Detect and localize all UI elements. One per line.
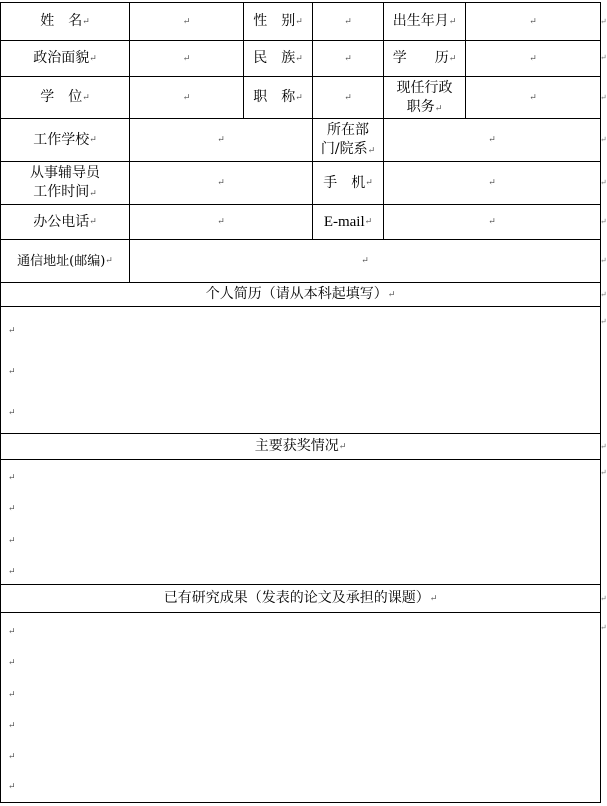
email-label: E-mail ↵: [323, 213, 373, 230]
paragraph-mark: ↵: [8, 752, 16, 762]
department-value[interactable]: ↵: [488, 135, 496, 145]
row-end-mark: ↵: [600, 442, 607, 451]
paragraph-mark: ↵: [8, 721, 16, 731]
paragraph-mark: ↵: [8, 504, 16, 514]
email-value[interactable]: ↵: [488, 217, 496, 227]
gender-label: 性 别 ↵: [253, 13, 303, 29]
ethnicity-value[interactable]: ↵: [344, 53, 352, 64]
row-end-mark: ↵: [600, 178, 607, 187]
office-phone-value[interactable]: ↵: [217, 217, 225, 227]
row-end-mark: ↵: [600, 256, 607, 265]
row-divider: [0, 459, 601, 460]
gender-value[interactable]: ↵: [344, 16, 352, 27]
post-label: 现任行政 职务↵: [396, 79, 453, 115]
birth-value[interactable]: ↵: [529, 16, 537, 27]
degree-label: 学 位 ↵: [40, 89, 90, 105]
paragraph-mark: ↵: [8, 658, 16, 668]
education-value[interactable]: ↵: [529, 53, 537, 64]
paragraph-mark: ↵: [8, 367, 16, 377]
awards-section-title: 主要获奖情况 ↵: [254, 438, 347, 454]
row-end-mark: ↵: [600, 17, 607, 26]
border-right: [600, 2, 601, 803]
paragraph-mark: ↵: [8, 473, 16, 483]
paragraph-mark: ↵: [8, 627, 16, 637]
paragraph-mark: ↵: [8, 690, 16, 700]
paragraph-mark: ↵: [8, 408, 16, 418]
political-label: 政治面貌 ↵: [33, 50, 97, 66]
row-end-mark: ↵: [600, 594, 607, 603]
degree-value[interactable]: ↵: [182, 92, 191, 103]
row-end-mark: ↵: [600, 93, 607, 102]
mobile-label: 手 机 ↵: [323, 174, 373, 191]
name-label: 姓 名 ↵: [40, 13, 90, 29]
paragraph-mark: ↵: [8, 782, 16, 792]
school-label: 工作学校 ↵: [33, 131, 97, 148]
row-divider: [0, 612, 601, 613]
row-end-mark: ↵: [600, 53, 607, 62]
ethnicity-label: 民 族 ↵: [253, 50, 303, 66]
address-value[interactable]: ↵: [361, 256, 369, 266]
office-phone-label: 办公电话 ↵: [33, 213, 97, 230]
school-value[interactable]: ↵: [217, 135, 225, 145]
row-end-mark: ↵: [600, 290, 607, 299]
row-end-mark: ↵: [600, 217, 607, 226]
resume-section-title: 个人简历（请从本科起填写） ↵: [205, 286, 396, 302]
title-value[interactable]: ↵: [344, 92, 352, 103]
counselor-time-value[interactable]: ↵: [217, 178, 225, 188]
department-label: 所在部 门/院系↵: [320, 122, 376, 157]
row-end-mark: ↵: [600, 317, 607, 326]
name-value[interactable]: ↵: [182, 16, 191, 27]
paragraph-mark: ↵: [8, 567, 16, 577]
row-end-mark: ↵: [600, 468, 607, 477]
row-end-mark: ↵: [600, 135, 607, 144]
post-value[interactable]: ↵: [529, 92, 537, 103]
mobile-value[interactable]: ↵: [488, 178, 496, 188]
research-section-title: 已有研究成果（发表的论文及承担的课题） ↵: [163, 590, 438, 606]
birth-label: 出生年月 ↵: [392, 13, 457, 29]
row-end-mark: ↵: [600, 623, 607, 632]
education-label: 学 历 ↵: [392, 50, 457, 66]
paragraph-mark: ↵: [8, 536, 16, 546]
address-label: 通信地址(邮编) ↵: [17, 253, 113, 269]
title-label: 职 称 ↵: [253, 89, 303, 105]
border-bottom: [0, 802, 601, 803]
political-value[interactable]: ↵: [182, 53, 191, 64]
counselor-time-label: 从事辅导员 工作时间↵: [30, 165, 100, 200]
paragraph-mark: ↵: [8, 326, 16, 336]
row-divider: [0, 306, 601, 307]
